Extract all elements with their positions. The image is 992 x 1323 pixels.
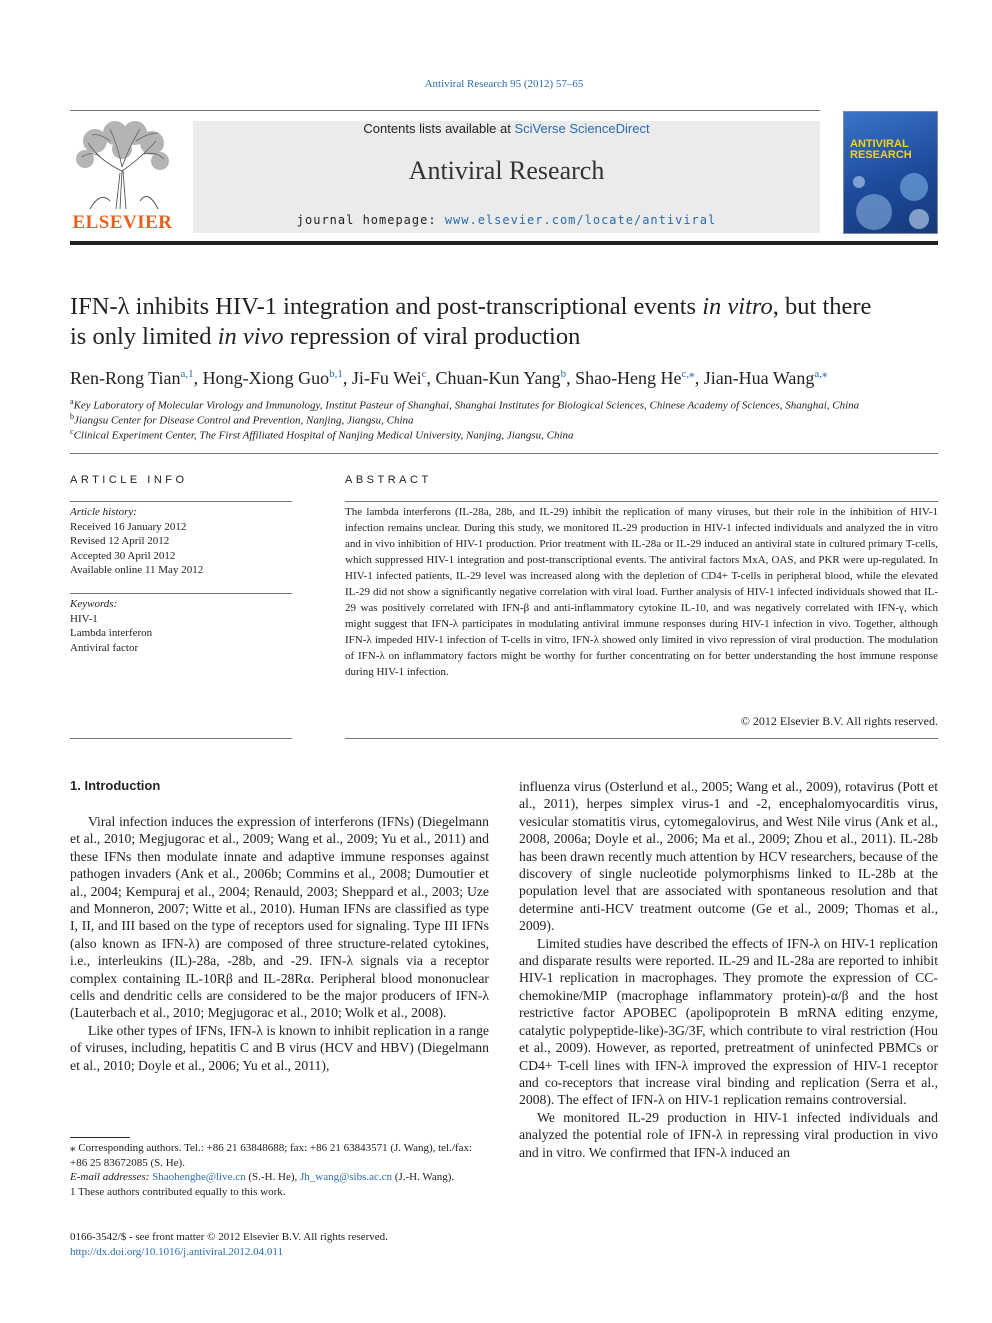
equal-contribution-note: 1 These authors contributed equally to this work.	[70, 1185, 286, 1198]
article-title: IFN-λ inhibits HIV-1 integration and post-transcriptional events in vitro, but there is only limited in vivo repression of viral production	[70, 293, 872, 350]
abstract-rule	[345, 501, 938, 502]
keyword: Lambda interferon	[70, 627, 153, 639]
doi-link[interactable]: http://dx.doi.org/10.1016/j.antiviral.2012.04.011	[70, 1245, 283, 1258]
keywords-rule	[70, 593, 292, 594]
affiliation: $^c$Clinical Experiment Center, The First Affiliated Hospital of Nanjing Medical University, Nanjing, Jiangsu, China	[70, 427, 574, 442]
abstract-bottom-rule	[345, 738, 938, 739]
article-info-rule	[70, 501, 292, 502]
article-info-heading: ARTICLE INFO	[70, 474, 188, 486]
keywords: Keywords: HIV-1 Lambda interferon Antiviral factor	[70, 597, 292, 655]
keyword: HIV-1	[70, 612, 98, 625]
author[interactable]: Jian-Hua Wang$^{a,⁎}$	[703, 368, 828, 388]
email-addresses: E-mail addresses: Shaohenghe@live.cn (S.-H. He), Jh_wang@sibs.ac.cn (J.-H. Wang).	[70, 1171, 455, 1183]
contents-line: Contents lists available at SciVerse ScienceDirect	[363, 121, 650, 136]
journal-citation[interactable]: Antiviral Research 95 (2012) 57–65	[424, 78, 584, 90]
email-link[interactable]: Jh_wang@sibs.ac.cn	[300, 1171, 393, 1183]
journal-name: Antiviral Research	[408, 156, 605, 185]
article-history: Article history: Received 16 January 2012 Revised 12 April 2012 Accepted 30 April 2012 Available online 11 May 2012	[70, 506, 204, 576]
body-column-left	[70, 813, 489, 1074]
author[interactable]: Ren-Rong Tian$^{a,1}$	[70, 368, 194, 388]
article-info-bottom-rule	[70, 738, 292, 739]
author[interactable]: Shao-Heng $He^{c,⁎}$	[575, 368, 695, 388]
email-link[interactable]: Shaohenghe@live.cn	[152, 1171, 246, 1183]
author[interactable]: Hong-Xiong Guo$^{b,1}$	[202, 368, 343, 388]
body-paragraph: influenza virus (Osterlund et al., 2005; Wang et al., 2009), rotavirus (Pott et al., 2011), herpes simplex virus-1 and -2, encephalomyocarditis virus, vesicular stomatitis virus, cytomegalovirus, and West Nile virus (Ank et al., 2008, 2006a; Doyle et al., 2006; Ma et al., 2009; Zhou et al., 2011). IL-28b has been drawn recently much attention by HCV researchers, because of the discovery of single nucleotide polymorphisms linked to IL-28b at the population level that are associated with spontaneous resolution and that determine anti-HCV treatment outcome (Ge et al., 2009; Thomas et al., 2009).	[519, 779, 938, 934]
body-paragraph: We monitored IL-29 production in HIV-1 infected individuals and analyzed the potential role of IFN-λ in repressing viral production in vivo and in vitro. We confirmed that IFN-λ induced an	[519, 1109, 938, 1160]
homepage-link[interactable]: www.elsevier.com/locate/antiviral	[444, 213, 717, 227]
footnote-rule	[70, 1137, 130, 1138]
author[interactable]: Chuan-Kun Yang$^b$	[435, 368, 567, 388]
body-paragraph: Viral infection induces the expression of interferons (IFNs) (Diegelmann et al., 2010; Megjugorac et al., 2009; Wang et al., 2009; Yu et al., 2011) and these IFNs then modulate innate and adaptive immune responses against pathogen invaders (Ank et al., 2006b; Commins et al., 2008; Dumoutier et al., 2004; Kempuraj et al., 2004; Renauld, 2003; Sheppard et al., 2003; Uze and Monneron, 2007; Witte et al., 2010). Human IFNs are classified as type I, II, and III based on the type of receptors used for signaling. Type III IFNs (also known as IFN-λ) are composed of three structure-related cytokines, i.e., interleukins (IL)-28a, -28b, and -29. IFN-λ signals via a receptor complex containing IL-10Rβ and IL-28Rα. Peripheral blood mononuclear cells and dendritic cells are considered to be the major producers of IFN-λ (Lauterbach et al., 2010; Megjugorac et al., 2010; Wolk et al., 2008).	[70, 814, 489, 1021]
journal-homepage: journal homepage: www.elsevier.com/locate/antiviral	[296, 213, 717, 227]
section-heading-introduction: 1. Introduction	[70, 778, 161, 793]
affiliation: $^a$Key Laboratory of Molecular Virology and Immunology, Institut Pasteur of Shanghai, Shanghai Institutes for Biological Sciences, Chinese Academy of Sciences, Shanghai, China	[70, 397, 860, 412]
cover-title: ANTIVIRAL RESEARCH	[850, 138, 912, 161]
affiliation: $^b$Jiangsu Center for Disease Control and Prevention, Nanjing, Jiangsu, China	[70, 412, 414, 427]
front-matter-note: 0166-3542/$ - see front matter © 2012 Elsevier B.V. All rights reserved. http://dx.doi.org/10.1016/j.antiviral.2012.04.011	[70, 1231, 388, 1258]
section-divider	[70, 453, 938, 454]
author-list: Ren-Rong Tian$^{a,1}$, Hong-Xiong Guo$^{b,1}$, Ji-Fu Wei$^c$, Chuan-Kun Yang$^b$, Shao-Heng $He^{c,⁎}$, Jian-Hua Wang$^{a,⁎}$	[70, 368, 828, 388]
abstract-copyright: © 2012 Elsevier B.V. All rights reserved.	[740, 714, 938, 728]
elsevier-wordmark: ELSEVIER	[72, 212, 173, 233]
sciencedirect-link[interactable]: SciVerse ScienceDirect	[514, 121, 650, 136]
journal-cover-thumbnail[interactable]	[843, 111, 938, 234]
footnotes	[70, 1141, 489, 1199]
author[interactable]: Ji-Fu Wei$^c$	[351, 368, 427, 388]
body-column-right	[519, 778, 938, 1161]
header-rule-top	[70, 110, 820, 111]
body-paragraph: Limited studies have described the effects of IFN-λ on HIV-1 replication and disparate results were reported. IL-29 and IL-28a are reported to inhibit HIV-1 replication in macrophages. They promote the expression of CC-chemokine/MIP (macrophage inflammatory protein)-α/β and the host restrictive factor APOBEC (apolipoprotein B mRNA editing enzyme, catalytic polypeptide-like)-3G/3F, which contribute to viral restriction (Hou et al., 2009). However, as reported, pretreatment of uninfected PBMCs or CD4+ T-cell lines with IFN-λ improved the expression of HIV-1 receptor and co-receptors that increase viral binding and replication (Serra et al., 2008). The effect of IFN-λ on HIV-1 replication remains controversial.	[519, 935, 938, 1108]
keyword: Antiviral factor	[70, 641, 139, 654]
header-rule-heavy	[70, 241, 938, 245]
abstract-heading: ABSTRACT	[345, 474, 432, 486]
abstract-text: The lambda interferons (IL-28a, 28b, and IL-29) inhibit the replication of many viruses, but their role in the inhibition of HIV-1 infection remains unclear. During this study, we monitored IL-29 production in HIV-1 infected individuals and analyzed the in vitro and in vivo inhibition of HIV-1 production. Prior treatment with IL-28a or IL-29 induced an antiviral state in cultured primary T-cells, which suppressed HIV-1 integration and post-transcriptional events. The antiviral factors MxA, OAS, and PKR were up-regulated. In HIV-1 infected patients, IL-29 level was increased along with the depletion of CD4+ T-cells in peripheral blood, while the elevated IL-29 did not show a significantly negative correlation with viral load. Further analysis of HIV-1 infected individuals showed that IL-29 was positively correlated with IFN-β and anti-inflammatory cytokine IL-10, and was negatively correlated with IFN-γ, which might suggest that IFN-λ participates in modulating antiviral immune responses during HIV-1 infection in vivo. Together, although IFN-λ impeded HIV-1 infection of T-cells in vitro, IFN-λ showed only limited in vivo repression of viral production. The modulation of IFN-λ on inflammatory factors might be worthy for further concentrating on for better understanding the host immune response during HIV-1 infection.	[345, 506, 938, 678]
body-paragraph: Like other types of IFNs, IFN-λ is known to inhibit replication in a range of viruses, including, hepatitis C and B virus (HCV and HBV) (Diegelmann et al., 2010; Doyle et al., 2006; Yu et al., 2011),	[70, 1022, 489, 1073]
corresponding-author-note: ⁎ Corresponding authors. Tel.: +86 21 63848688; fax: +86 21 63843571 (J. Wang), tel./fax: +86 25 83672085 (S. He).	[70, 1142, 473, 1169]
